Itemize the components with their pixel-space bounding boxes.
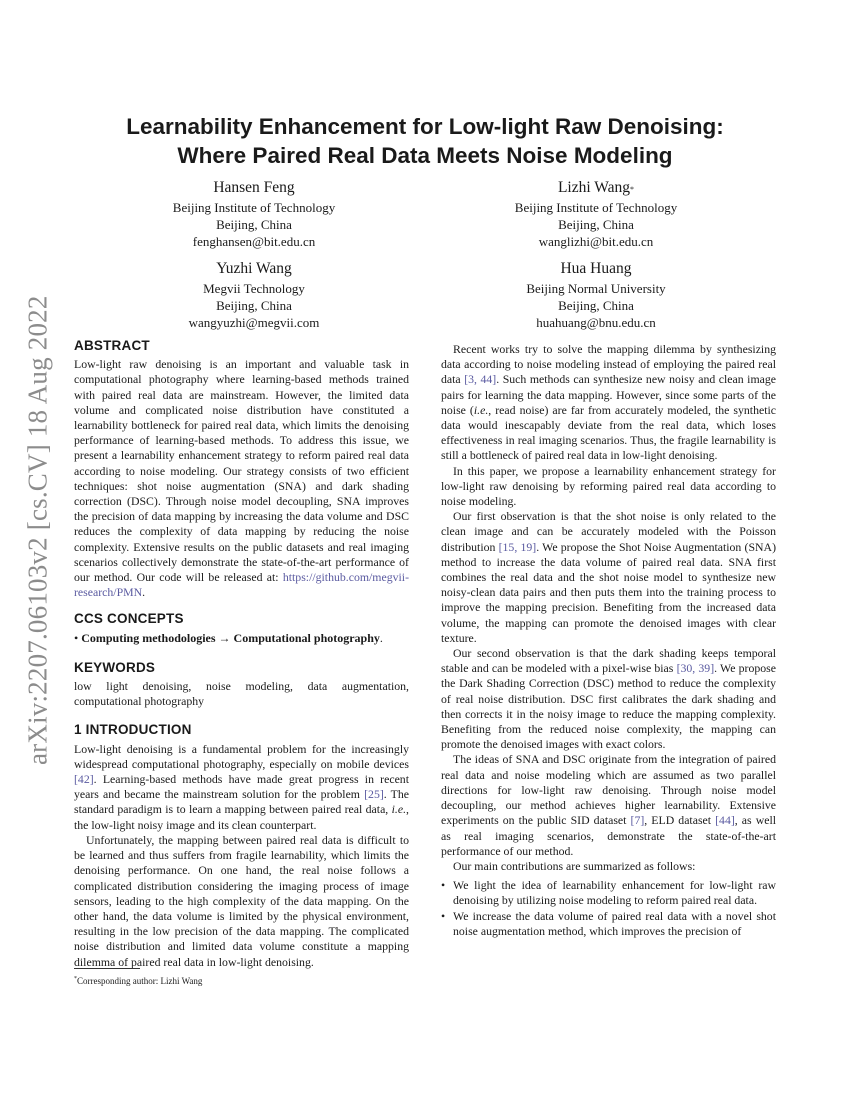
keywords-text: low light denoising, noise modeling, data augmentation, computational photography [74,679,409,709]
contributions-list [441,878,776,939]
intro-paragraph: Low-light denoising is a fundamental problem for the increasingly widespread computational photography, especially on mobile devices [42]. Learning-based methods have made great progress in recent years and became the mainstream solution for the problem [25]. The standard paradigm is to learn a mapping between paired real data, i.e., the low-light noisy image and its clean counterpart. [74,741,409,832]
citation-link[interactable]: [42] [74,772,94,787]
author-name: Hua Huang [560,260,632,277]
citation-link[interactable]: [44] [715,813,735,828]
author-block [456,178,736,250]
ccs-concepts: • Computing methodologies → Computational photography. [74,630,383,645]
author-affiliation: Beijing Normal University [526,281,666,296]
keywords-heading: KEYWORDS [74,659,156,675]
author-email: wanglizhi@bit.edu.cn [538,234,654,249]
intro-paragraph: The ideas of SNA and DSC originate from the integration of paired real data and noise modeling which are assumed as two parallel directions for low-light raw denoising. Through noise model decoupling, our method achieves higher learnability. Extensive experiments on the public SID dataset [7], ELD dataset [44], as well as real imaging scenarios, demonstrate the state-of-the-art performance of our method. [441,752,776,858]
author-affiliation: Beijing Institute of Technology [514,200,678,215]
author-name: Hansen Feng [213,179,295,196]
footnote-rule [74,968,140,969]
section-heading-introduction: 1 INTRODUCTION [74,722,192,738]
citation-link[interactable]: [3, 44] [464,372,497,387]
corresponding-mark: * [630,185,635,194]
arxiv-stamp: arXiv:2207.06103v2 [cs.CV] 18 Aug 2022 [22,295,53,765]
intro-paragraph: Our first observation is that the shot noise is only related to the clean image and can be accurately modeled with the Poisson distribution [15, 19]. We propose the Shot Noise Augmentation (SNA) method to increase the data volume of paired real data. SNA first combines the real data and the shot noise model to synthesize new noisy-clean data pairs and then puts them into the training process to improve the mapping precision. Benefiting from the increased data volume, the mapping can promote the denoised images with clear texture. [441,509,776,645]
author-location: Beijing, China [216,217,292,232]
citation-link[interactable]: [7] [630,813,645,828]
author-name: Yuzhi Wang [216,260,292,277]
footnote: *Corresponding author: Lizhi Wang [74,976,203,986]
citation-link[interactable]: [25] [364,787,384,802]
author-block [114,178,394,250]
left-column [74,338,409,970]
citation-link[interactable]: [30, 39] [676,661,715,676]
citation-link[interactable]: [15, 19] [498,539,537,554]
intro-paragraph: Our second observation is that the dark shading keeps temporal stable and can be modeled with a pixel-wise bias [30, 39]. We propose the Dark Shading Correction (DSC) method to reduce the complexity of real noise distribution. DSC first calibrates the dark shading and then corrects it in the noisy image to reduce the mapping complexity. Benefiting from the reduced noise complexity, the mapping can promote the denoised images with exact colors. [441,646,776,752]
author-email: huahuang@bnu.edu.cn [536,315,656,330]
title-line-2: Where Paired Real Data Meets Noise Modeling [177,143,673,168]
right-column [441,342,776,939]
author-affiliation: Megvii Technology [203,281,305,296]
author-name: Lizhi Wang* [557,179,635,196]
list-item: • We light the idea of learnability enhancement for low-light raw denoising by utilizing noise modeling to reform paired real data. [441,878,776,908]
author-block [114,259,394,331]
paper-title [75,112,775,170]
abstract-text: Low-light raw denoising is an important and valuable task in computational photography where learning-based methods trained with paired real data are mainstream. However, the limited data volume and complicated noise distribution have constituted a learnability bottleneck for paired real data, which limits the denoising performance of learning-based methods. To address this issue, we present a learnability enhancement strategy to reform paired real data according to noise modeling. Our strategy consists of two efficient techniques: shot noise augmentation (SNA) and dark shading correction (DSC). Through noise model decoupling, SNA improves the precision of data mapping by increasing the data volume and DSC reduces the complexity of data mapping by reducing the noise complexity. Extensive results on the public datasets and real imaging scenarios collectively demonstrate the state-of-the-art performance of our method. Our code will be released at: https://github.com/megvii-research/PMN. [74,357,409,600]
list-item: • We increase the data volume of paired real data with a novel shot noise augmentation method, which improves the precision of [441,909,776,939]
author-location: Beijing, China [216,298,292,313]
author-email: wangyuzhi@megvii.com [188,315,320,330]
code-link[interactable]: https://github.com/megvii-research/PMN [74,570,409,600]
intro-paragraph: Recent works try to solve the mapping dilemma by synthesizing data according to noise modeling instead of employing the paired real data [3, 44]. Such methods can synthesize new noisy and clean image pairs for learning the data mapping. However, since some parts of the noise (i.e., read noise) are far from accurately modeled, the synthetic data would inescapably deviate from the real data, which loses effectiveness in real imaging scenarios. Thus, the fragile learnability is still a bottleneck of paired real data in low-light denoising. [441,342,777,463]
intro-paragraph: Unfortunately, the mapping between paired real data is difficult to be learned and thus suffers from fragile learnability, which limits the denoising performance. On one hand, the real noise follows a complicated distribution considering the imaging process of image sensors, leading to the high complexity of the data mapping. On the other hand, the data volume is limited by the physical environment, resulting in the low precision of the data mapping. The complicated noise distribution and limited data volume constitute a mapping dilemma of paired real data in low-light denoising. [74,832,409,969]
author-email: fenghansen@bit.edu.cn [192,234,316,249]
author-affiliation: Beijing Institute of Technology [172,200,336,215]
author-block [456,259,736,331]
arrow-icon: → [218,630,231,645]
ccs-heading: CCS CONCEPTS [74,611,184,627]
intro-paragraph: Our main contributions are summarized as follows: [453,858,696,873]
author-location: Beijing, China [558,217,634,232]
title-line-1: Learnability Enhancement for Low-light Raw Denoising: [126,114,724,139]
author-location: Beijing, China [558,298,634,313]
abstract-heading: ABSTRACT [74,338,150,353]
intro-paragraph: In this paper, we propose a learnability enhancement strategy for low-light raw denoising by reforming paired real data according to noise modeling. [441,463,776,509]
